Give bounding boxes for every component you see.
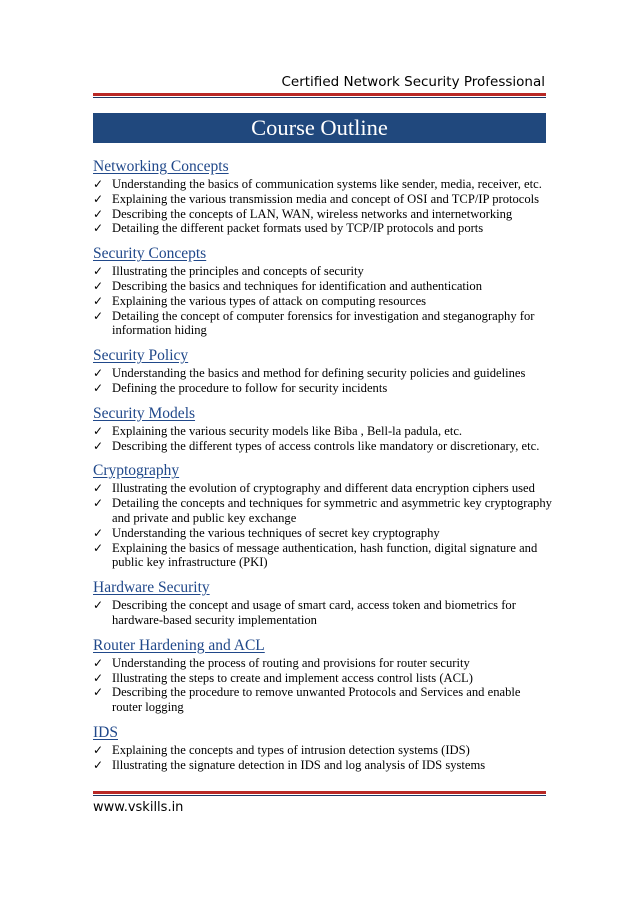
checkmark-icon: ✓ [93, 438, 104, 453]
list-item [93, 743, 553, 758]
checkmark-icon: ✓ [93, 191, 104, 206]
checkmark-icon: ✓ [93, 278, 104, 293]
list-item [93, 279, 553, 294]
list-item-text: Defining the procedure to follow for security incidents [112, 380, 388, 395]
checkmark-icon: ✓ [93, 481, 104, 496]
document-header-title: Certified Network Security Professional [281, 74, 545, 90]
list-item [93, 541, 553, 571]
checkmark-icon: ✓ [93, 496, 104, 511]
checkmark-icon: ✓ [93, 423, 104, 438]
list-item [93, 264, 553, 279]
course-outline-banner: Course Outline [93, 113, 546, 143]
checkmark-icon: ✓ [93, 177, 104, 191]
list-item-text: Describing the concept and usage of smart card, access token and biometrics for hardware-based security implementation [112, 598, 516, 627]
list-item [93, 656, 553, 671]
list-item-text: Illustrating the principles and concepts of security [112, 264, 364, 279]
section-heading: Router Hardening and ACL [93, 636, 265, 654]
list-item-text: Illustrating the evolution of cryptography and different data encryption ciphers used [112, 481, 535, 496]
list-item [93, 221, 553, 236]
checkmark-icon: ✓ [93, 206, 104, 221]
checkmark-icon: ✓ [93, 366, 104, 381]
list-item-text: Describing the procedure to remove unwanted Protocols and Services and enable router logging [112, 685, 521, 715]
list-item [93, 598, 553, 628]
checkmark-icon: ✓ [93, 742, 104, 757]
list-item-text: Understanding the basics of communication systems like sender, media, receiver, etc. [112, 177, 542, 191]
section [93, 637, 553, 715]
list-item-text: Explaining the various transmission media and concept of OSI and TCP/IP protocols [112, 191, 540, 206]
checkmark-icon: ✓ [93, 655, 104, 670]
list-item-text: Explaining the various types of attack on computing resources [112, 293, 427, 308]
list-item-text: Explaining the concepts and types of intrusion detection systems (IDS) [112, 742, 470, 757]
list-item [93, 192, 553, 207]
checkmark-icon: ✓ [93, 598, 104, 613]
list-item-text: Understanding the various techniques of secret key cryptography [112, 525, 440, 540]
list-item-text: Illustrating the signature detection in IDS and log analysis of IDS systems [112, 757, 486, 772]
list-item [93, 758, 553, 773]
section-heading: Hardware Security [93, 579, 210, 597]
section [93, 405, 553, 454]
list-item-text: Explaining the various security models like Biba , Bell-la padula, etc. [112, 423, 463, 438]
section-heading: Networking Concepts [93, 158, 229, 175]
list-item [93, 294, 553, 309]
section-heading: Security Policy [93, 347, 189, 365]
checkmark-icon: ✓ [93, 540, 104, 555]
list-item [93, 685, 553, 715]
list-item [93, 366, 553, 381]
section [93, 579, 553, 628]
list-item-text: Detailing the concepts and techniques for symmetric and asymmetric key cryptography and private and public key exchange [112, 496, 552, 525]
checkmark-icon: ✓ [93, 757, 104, 772]
list-item-text: Describing the basics and techniques for identification and authentication [112, 278, 482, 293]
list-item-text: Understanding the basics and method for defining security policies and guidelines [112, 366, 526, 381]
list-item [93, 424, 553, 439]
footer-rule-navy [93, 795, 546, 796]
list-item-text: Detailing the different packet formats used by TCP/IP protocols and ports [112, 221, 484, 236]
checkmark-icon: ✓ [93, 264, 104, 279]
footer-website: www.vskills.in [93, 800, 184, 815]
list-item [93, 207, 553, 222]
list-item [93, 496, 553, 526]
section-heading: Security Concepts [93, 245, 207, 263]
list-item-text: Describing the different types of access controls like mandatory or discretionary, etc. [112, 438, 540, 453]
section [93, 462, 553, 570]
list-item [93, 177, 553, 192]
footer-rule-red [93, 791, 546, 794]
section [93, 724, 553, 773]
checkmark-icon: ✓ [93, 685, 104, 700]
section-heading: IDS [93, 723, 118, 741]
list-item [93, 671, 553, 686]
course-outline-content [93, 158, 553, 782]
list-item-text: Describing the concepts of LAN, WAN, wireless networks and internetworking [112, 206, 513, 221]
list-item-text: Illustrating the steps to create and implement access control lists (ACL) [112, 670, 473, 685]
checkmark-icon: ✓ [93, 525, 104, 540]
list-item [93, 481, 553, 496]
section [93, 347, 553, 396]
checkmark-icon: ✓ [93, 308, 104, 323]
list-item [93, 381, 553, 396]
list-item-text: Understanding the process of routing and provisions for router security [112, 655, 470, 670]
checkmark-icon: ✓ [93, 221, 104, 236]
list-item [93, 309, 553, 339]
section-heading: Cryptography [93, 462, 180, 480]
checkmark-icon: ✓ [93, 293, 104, 308]
section [93, 245, 553, 338]
header-rule-red [93, 93, 546, 96]
checkmark-icon: ✓ [93, 670, 104, 685]
list-item [93, 439, 553, 454]
header-rule-navy [93, 97, 546, 98]
list-item [93, 526, 553, 541]
section [93, 158, 553, 236]
list-item-text: Explaining the basics of message authentication, hash function, digital signature and public key infrastructure (PKI) [112, 540, 538, 570]
list-item-text: Detailing the concept of computer forensics for investigation and steganography for information hiding [112, 308, 535, 338]
section-heading: Security Models [93, 404, 196, 422]
checkmark-icon: ✓ [93, 380, 104, 395]
